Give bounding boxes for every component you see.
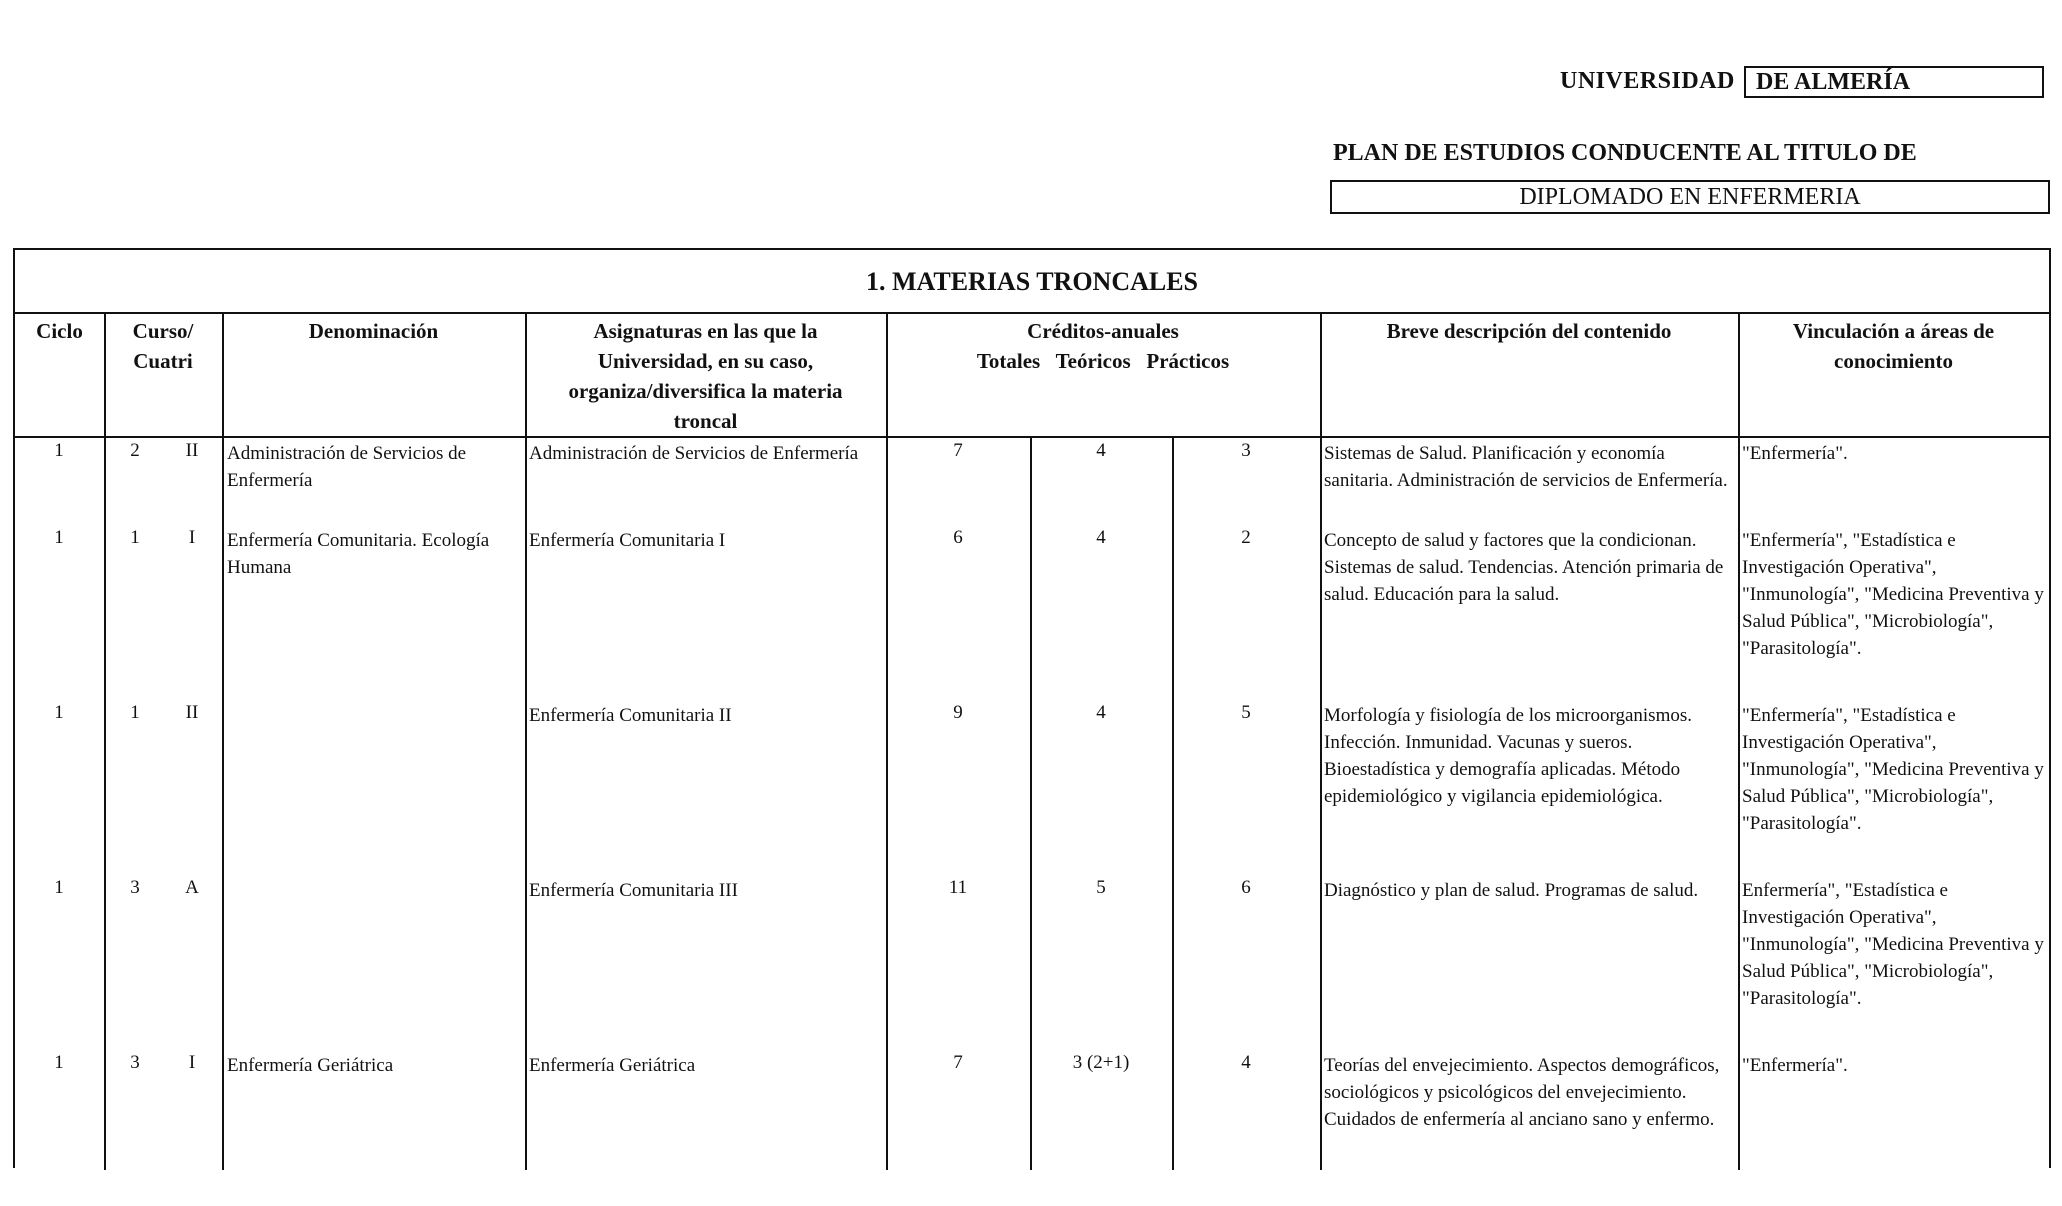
cell-curso: 3 bbox=[130, 1052, 140, 1073]
university-label: UNIVERSIDAD bbox=[1560, 68, 1735, 94]
col-header-curso-line2: Cuatri bbox=[133, 349, 193, 373]
cell-denominacion: Enfermería Geriátrica bbox=[227, 1055, 394, 1076]
col-header-curso bbox=[104, 316, 222, 376]
degree-box: DIPLOMADO EN ENFERMERIA bbox=[1330, 180, 2050, 214]
cell-teoricos: 4 bbox=[1096, 527, 1106, 548]
cell-vinculacion: "Enfermería". bbox=[1742, 1055, 1848, 1076]
col-divider-asignaturas bbox=[886, 312, 888, 1170]
col-header-creditos-title: Créditos-anuales bbox=[1027, 319, 1179, 343]
col-header-vinculacion bbox=[1738, 316, 2049, 376]
cell-asignatura: Enfermería Geriátrica bbox=[529, 1055, 696, 1076]
col-header-asignaturas-line3: organiza/diversifica la materia bbox=[568, 379, 843, 403]
cell-vinculacion: "Enfermería", "Estadística e Investigación Operativa", "Inmunología", "Medicina Preventiva y Salud Pública", "Microbiología", "Parasitología". bbox=[1742, 530, 2044, 659]
cell-curso: 2 bbox=[130, 440, 140, 461]
cell-denominacion: Administración de Servicios de Enfermería bbox=[227, 443, 467, 491]
col-header-denominacion: Denominación bbox=[308, 319, 439, 343]
cell-asignatura: Enfermería Comunitaria I bbox=[529, 530, 726, 551]
col-divider-totales bbox=[1030, 436, 1032, 1170]
col-header-creditos bbox=[886, 316, 1320, 376]
cell-ciclo: 1 bbox=[54, 877, 64, 898]
cell-totales: 11 bbox=[948, 877, 968, 898]
col-header-vinculacion-line2: conocimiento bbox=[1834, 349, 1953, 373]
cell-totales: 7 bbox=[953, 1052, 963, 1073]
cell-cuatri: A bbox=[185, 877, 199, 898]
col-divider-denominacion bbox=[525, 312, 527, 1170]
cell-vinculacion: "Enfermería", "Estadística e Investigación Operativa", "Inmunología", "Medicina Preventiva y Salud Pública", "Microbiología", "Parasitología". bbox=[1742, 705, 2044, 834]
cell-teoricos: 4 bbox=[1096, 702, 1106, 723]
col-header-asignaturas-line1: Asignaturas en las que la bbox=[593, 319, 818, 343]
cell-totales: 9 bbox=[953, 702, 963, 723]
cell-descripcion: Diagnóstico y plan de salud. Programas de salud. bbox=[1324, 880, 1699, 901]
cell-practicos: 2 bbox=[1241, 527, 1251, 548]
cell-teoricos: 3 (2+1) bbox=[1072, 1052, 1130, 1073]
col-divider-descripcion bbox=[1738, 312, 1740, 1170]
col-header-curso-line1: Curso/ bbox=[132, 319, 194, 343]
cell-practicos: 3 bbox=[1241, 440, 1251, 461]
cell-vinculacion: "Enfermería". bbox=[1742, 443, 1848, 464]
plan-title: PLAN DE ESTUDIOS CONDUCENTE AL TITULO DE bbox=[1333, 140, 1917, 166]
cell-descripcion: Morfología y fisiología de los microorganismos. Infección. Inmunidad. Vacunas y sueros. Bioestadística y demografía aplicadas. Método epidemiológico y vigilancia epidemiológica. bbox=[1324, 705, 1692, 807]
cell-descripcion: Sistemas de Salud. Planificación y economía sanitaria. Administración de servicios de Enfermería. bbox=[1324, 443, 1728, 491]
col-header-descripcion: Breve descripción del contenido bbox=[1386, 319, 1672, 343]
cell-ciclo: 1 bbox=[54, 527, 64, 548]
cell-totales: 7 bbox=[953, 440, 963, 461]
cell-descripcion: Teorías del envejecimiento. Aspectos demográficos, sociológicos y psicológicos del envejecimiento. Cuidados de enfermería al anciano sano y enfermo. bbox=[1324, 1055, 1720, 1130]
col-header-asignaturas bbox=[525, 316, 886, 436]
col-header-asignaturas-line4: troncal bbox=[673, 409, 738, 433]
col-divider-ciclo bbox=[104, 312, 106, 1170]
header-bottom-rule bbox=[15, 436, 2049, 438]
cell-teoricos: 5 bbox=[1096, 877, 1106, 898]
cell-denominacion: Enfermería Comunitaria. Ecología Humana bbox=[227, 530, 490, 578]
cell-ciclo: 1 bbox=[54, 1052, 64, 1073]
cell-asignatura: Enfermería Comunitaria II bbox=[529, 705, 732, 726]
cell-asignatura: Administración de Servicios de Enfermería bbox=[529, 443, 859, 464]
col-divider-creditos bbox=[1320, 312, 1322, 1170]
cell-curso: 1 bbox=[130, 702, 140, 723]
cell-cuatri: II bbox=[185, 702, 199, 723]
cell-totales: 6 bbox=[953, 527, 963, 548]
university-name-box: DE ALMERÍA bbox=[1744, 66, 2044, 98]
col-header-ciclo: Ciclo bbox=[36, 319, 83, 343]
cell-curso: 3 bbox=[130, 877, 140, 898]
cell-cuatri: I bbox=[188, 1052, 196, 1073]
col-header-vinculacion-line1: Vinculación a áreas de bbox=[1792, 319, 1995, 343]
col-divider-teoricos bbox=[1172, 436, 1174, 1170]
cell-practicos: 4 bbox=[1241, 1052, 1251, 1073]
cell-cuatri: II bbox=[185, 440, 199, 461]
cell-practicos: 5 bbox=[1241, 702, 1251, 723]
cell-asignatura: Enfermería Comunitaria III bbox=[529, 880, 738, 901]
table-title: 1. MATERIAS TRONCALES bbox=[865, 267, 1199, 296]
cell-descripcion: Concepto de salud y factores que la condicionan. Sistemas de salud. Tendencias. Atención primaria de salud. Educación para la salud. bbox=[1324, 530, 1724, 605]
materias-troncales-table bbox=[13, 248, 2051, 1168]
cell-curso: 1 bbox=[130, 527, 140, 548]
cell-ciclo: 1 bbox=[54, 440, 64, 461]
col-divider-curso bbox=[222, 312, 224, 1170]
cell-vinculacion: Enfermería", "Estadística e Investigación Operativa", "Inmunología", "Medicina Preventiva y Salud Pública", "Microbiología", "Parasitología". bbox=[1742, 880, 2044, 1009]
cell-ciclo: 1 bbox=[54, 702, 64, 723]
cell-teoricos: 4 bbox=[1096, 440, 1106, 461]
cell-cuatri: I bbox=[188, 527, 196, 548]
col-header-creditos-sub: Totales Teóricos Prácticos bbox=[976, 349, 1230, 373]
header-top-rule bbox=[15, 312, 2049, 314]
col-header-asignaturas-line2: Universidad, en su caso, bbox=[597, 349, 814, 373]
cell-practicos: 6 bbox=[1241, 877, 1251, 898]
